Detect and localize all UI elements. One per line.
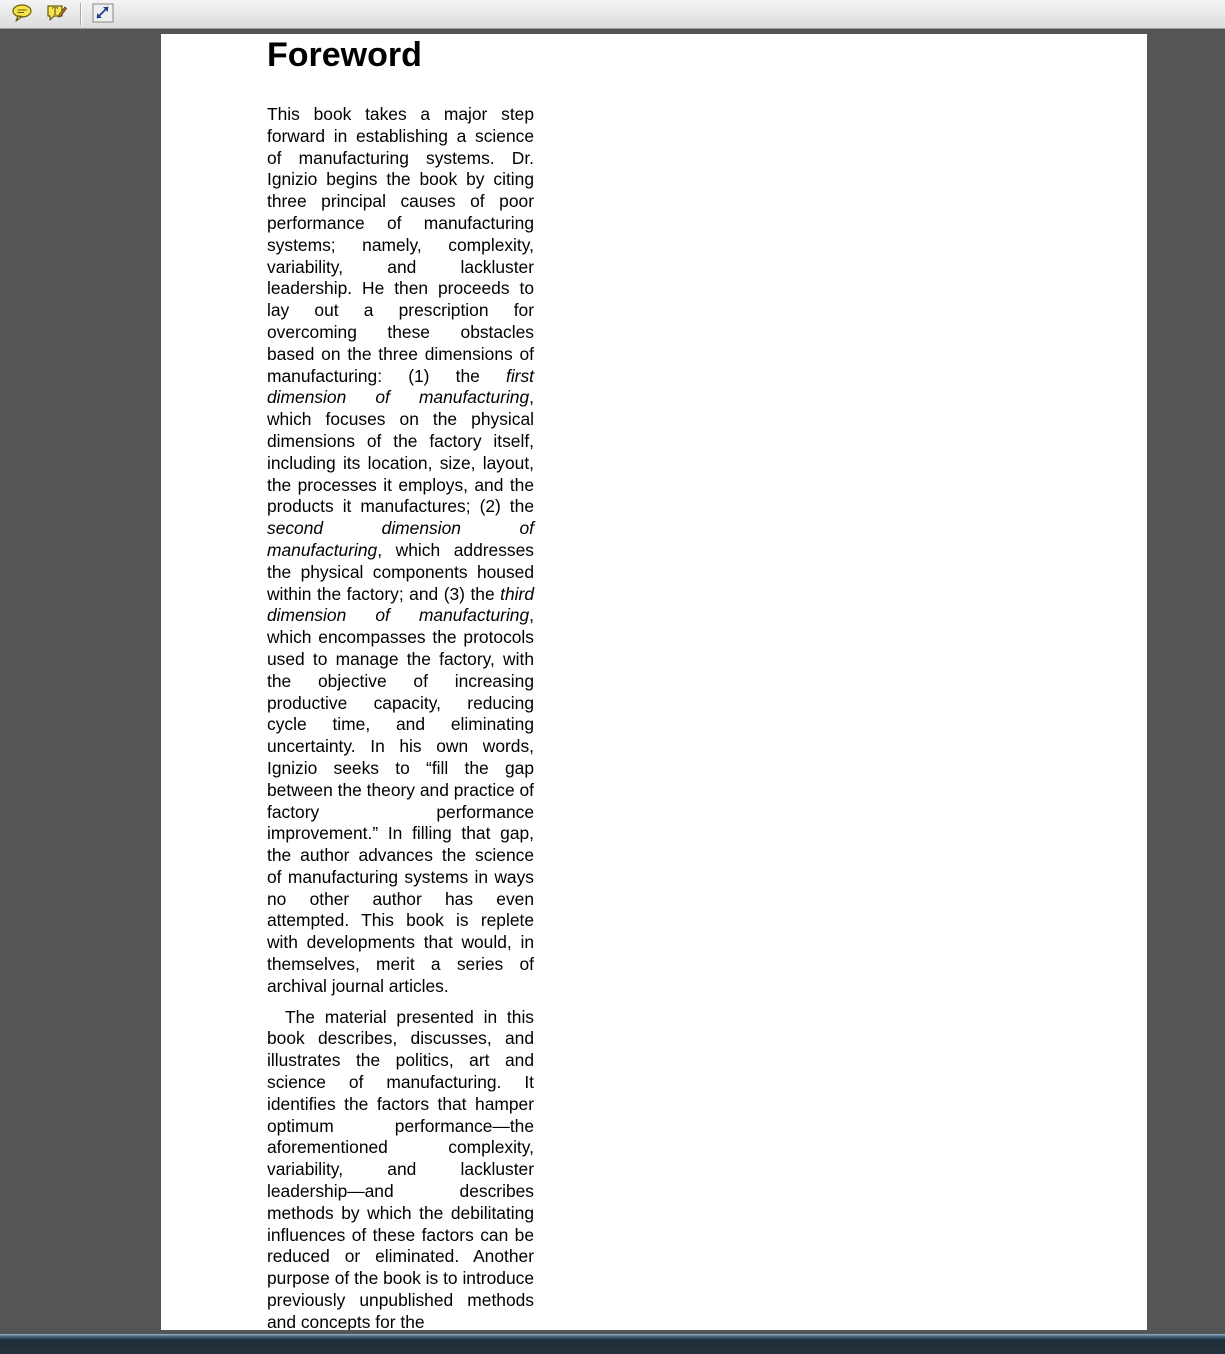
text-run: , which addresses the physical components housed within the factory; and (3) the xyxy=(267,539,534,604)
viewer-toolbar xyxy=(0,0,1225,29)
text-run: This book takes a major step forward in establishing a science of manufacturing systems. Dr. Ignizio begins the book by citing three principal causes of poor performance of manufacturing systems; namely, complexity, variability, and lackluster leadership. He then proceeds to lay out a prescription for overcoming these obstacles based on the three dimensions of manufacturing: (1) the xyxy=(267,104,534,386)
toolbar-separator xyxy=(80,3,82,25)
paragraph-2: The material presented in this book describes, discusses, and illustrates the politics, art and science of manufacturing. It identifies the factors that hamper optimum performance—the aforementioned complexity, variability, and lackluster leadership—and describes methods by which the debilitating influences of these factors can be reduced or eliminated. Another purpose of the book is to introduce previously unpublished methods and concepts for the xyxy=(267,1006,534,1330)
text-run: , which focuses on the physical dimensions of the factory itself, including its location, size, layout, the processes it employs, and the products it manufactures; (2) the xyxy=(267,387,534,517)
comment-button[interactable] xyxy=(10,2,34,24)
svg-text:T: T xyxy=(52,7,59,18)
expand-icon xyxy=(92,3,114,23)
comment-icon xyxy=(11,3,33,23)
text-edit-button[interactable] xyxy=(44,2,68,24)
expand-button[interactable] xyxy=(91,2,115,24)
italic-run: second dimension of manufacturing xyxy=(267,518,534,560)
document-viewport[interactable] xyxy=(0,29,1225,1334)
taskbar xyxy=(0,1334,1225,1354)
paragraph-1 xyxy=(267,104,534,998)
text-run: , which encompasses the protocols used to manage the factory, with the objective of increasing productive capacity, reducing cycle time, and eliminating uncertainty. In his own words, Ignizio seeks to “fill the gap between the theory and practice of factory performance improvement.” In filling that gap, the author advances the science of manufacturing systems in ways no other author has even attempted. This book is replete with developments that would, in themselves, merit a series of archival journal articles. xyxy=(267,605,534,996)
document-page xyxy=(161,34,1147,1330)
text-column xyxy=(267,104,534,1330)
italic-run: third dimension of manufacturing xyxy=(267,583,534,626)
italic-run: first dimension of manufacturing xyxy=(267,365,534,408)
text-edit-icon xyxy=(45,3,67,23)
page-heading: Foreword xyxy=(267,36,422,74)
